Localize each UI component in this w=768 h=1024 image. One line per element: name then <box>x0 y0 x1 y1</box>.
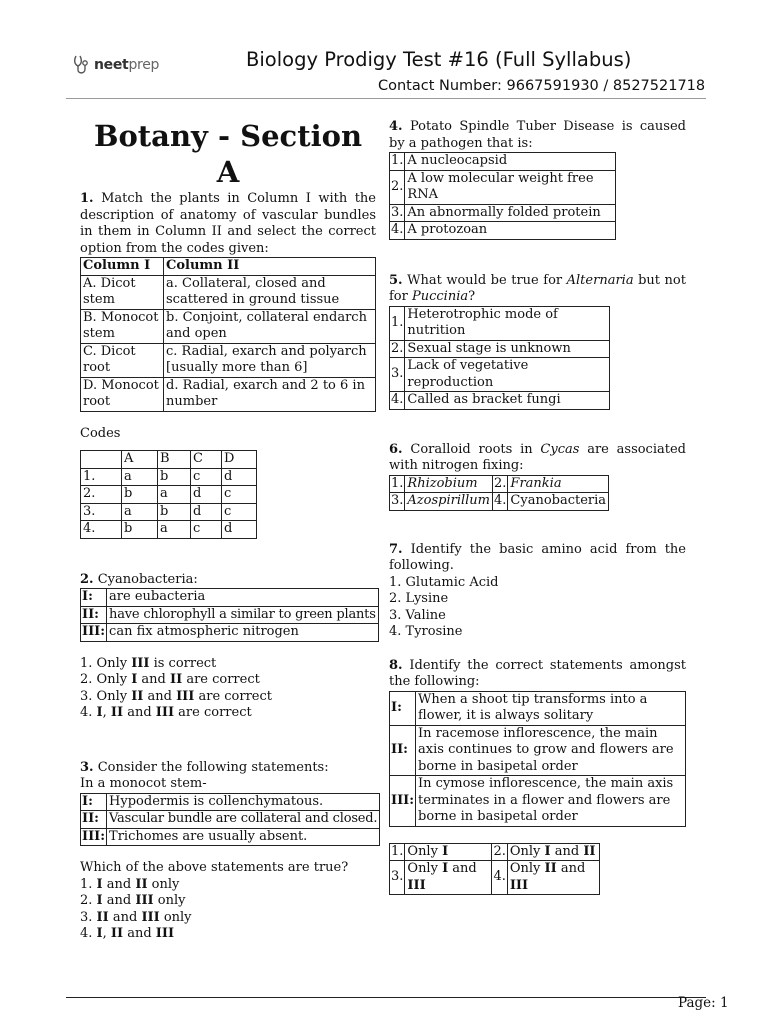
table-cell: 2. <box>390 170 405 204</box>
option-text: I <box>96 926 103 941</box>
table-cell: d <box>222 468 257 486</box>
codes-label: Codes <box>80 425 121 441</box>
table-cell: 4. <box>391 392 404 407</box>
table-cell: A protozoan <box>405 222 616 240</box>
section-title: Botany - Section A <box>93 119 363 189</box>
question-4-number: 4. <box>389 119 403 134</box>
question-8-text <box>389 658 686 691</box>
table-row <box>81 309 376 343</box>
table-row <box>81 624 379 642</box>
table-cell: 2. <box>391 340 404 356</box>
table-cell: D. Monocot root <box>81 377 164 411</box>
table-cell: d <box>191 486 222 504</box>
option-text: , <box>102 926 111 941</box>
table-row <box>390 170 616 204</box>
table-cell: c <box>222 486 257 504</box>
option-text: is correct <box>149 655 217 671</box>
option-text: only <box>147 876 180 892</box>
option-text: I <box>544 843 551 859</box>
table-cell: c <box>191 468 222 486</box>
table-row <box>390 843 600 861</box>
table-row <box>390 340 610 358</box>
contact-number: Contact Number: 9667591930 / 8527521718 <box>378 78 706 94</box>
table-cell: Sexual stage is unknown <box>405 340 610 358</box>
option-text: III <box>135 893 154 908</box>
table-row <box>390 776 686 827</box>
left-column <box>80 118 376 943</box>
question-3-subtext: In a monocot stem- <box>80 776 207 791</box>
table-row <box>81 486 257 504</box>
option-text: III <box>141 909 160 925</box>
table-cell: Cyanobacteria <box>508 493 609 511</box>
table-cell: 2. <box>494 475 507 491</box>
option-4 <box>80 926 376 943</box>
table-cell: 3. <box>390 358 405 392</box>
question-7-stem: Identify the basic amino acid from the following. <box>389 541 686 573</box>
option-text: 4. <box>80 926 97 941</box>
option-text: only <box>159 909 192 925</box>
option-text: and <box>102 893 136 908</box>
table-cell: II: <box>390 725 416 776</box>
question-3-text <box>80 760 376 777</box>
option-text: III <box>509 877 529 893</box>
option-text: I <box>96 876 103 892</box>
table-cell: 3. <box>391 204 404 220</box>
table-cell: In racemose inflorescence, the main axis continues to grow and flowers are borne in basipetal order <box>416 725 686 776</box>
option-text: and <box>448 861 477 876</box>
table-cell <box>81 451 122 469</box>
question-8-stem: Identify the correct statements amongst the following: <box>389 657 686 689</box>
table-cell: A <box>122 451 158 469</box>
question-5-stem: ? <box>468 289 476 304</box>
options-table <box>389 475 609 511</box>
options-table <box>389 152 616 240</box>
question-6-stem: Coralloid roots in <box>410 441 541 457</box>
column-2-header: Column II <box>164 258 376 276</box>
option-text: II <box>135 876 148 892</box>
table-cell: D <box>222 451 257 469</box>
question-1-stem: Match the plants in Column I with the description of anatomy of vascular bundles in them in Column II and select the correct option from the codes given: <box>80 191 376 256</box>
question-1-number: 1. <box>80 191 94 206</box>
table-cell: d <box>222 521 257 539</box>
options-table <box>389 306 610 410</box>
table-cell: Trichomes are usually absent. <box>107 828 380 846</box>
option-text: and <box>123 926 156 941</box>
question-6-stem: are associated with nitrogen fixing: <box>389 441 686 473</box>
table-cell: I: <box>81 589 107 607</box>
statements-table <box>80 793 380 847</box>
option-4: 4. Tyrosine <box>389 624 463 639</box>
question-3-options <box>80 877 376 943</box>
table-row <box>390 493 609 511</box>
option-2 <box>80 893 376 910</box>
table-cell <box>507 861 599 895</box>
page-number: Page: 1 <box>678 995 729 1011</box>
question-5-stem: but not for <box>389 272 686 304</box>
option-text: 3. Only <box>80 688 132 704</box>
table-row <box>81 343 376 377</box>
table-row <box>81 521 257 539</box>
table-cell: Azospirillum <box>405 493 493 511</box>
question-3-stem: Consider the following statements: <box>97 759 329 775</box>
table-cell: can fix atmospheric nitrogen <box>107 624 379 642</box>
table-row <box>81 275 376 309</box>
option-text: only <box>153 893 186 908</box>
option-text: and <box>143 688 177 704</box>
table-row <box>390 306 610 340</box>
option-text: and <box>102 876 136 892</box>
option-text: and <box>556 861 586 876</box>
option-text: Only <box>407 861 443 876</box>
option-text: and <box>137 672 171 687</box>
table-cell: 3. <box>390 861 405 895</box>
table-cell: Lack of vegetative reproduction <box>405 358 610 392</box>
option-3: 3. Valine <box>389 607 446 623</box>
footer-divider <box>66 997 706 998</box>
table-cell: are eubacteria <box>107 589 379 607</box>
question-2-stem: Cyanobacteria: <box>97 571 198 587</box>
option-text: III <box>155 926 175 941</box>
option-text: and <box>108 909 142 925</box>
option-text: are correct <box>174 705 252 720</box>
table-cell: a <box>122 503 158 521</box>
question-2-text <box>80 572 376 589</box>
table-row <box>390 861 600 895</box>
table-cell: C. Dicot root <box>81 343 164 377</box>
option-text: II <box>583 843 596 859</box>
table-cell: Rhizobium <box>405 475 493 493</box>
table-cell: b <box>158 468 191 486</box>
options-table <box>389 843 600 896</box>
codes-table <box>80 450 257 539</box>
table-cell: c. Radial, exarch and polyarch [usually more than 6] <box>164 343 376 377</box>
option-1 <box>80 656 376 673</box>
table-cell: I: <box>81 793 107 811</box>
option-text: I <box>442 861 449 876</box>
option-text: II <box>110 705 124 720</box>
table-row <box>81 606 379 624</box>
table-cell: 1. <box>391 153 404 168</box>
table-cell: 3. <box>81 503 122 521</box>
table-cell: 1. <box>81 468 122 486</box>
table-row <box>390 204 616 222</box>
table-cell: In cymose inflorescence, the main axis terminates in a flower and flowers are borne in basipetal order <box>416 776 686 827</box>
question-5-stem: Puccinia <box>412 289 469 304</box>
table-cell: III: <box>390 776 416 827</box>
option-text: and <box>123 705 156 720</box>
option-1: 1. Glutamic Acid <box>389 574 499 590</box>
neetprep-logo <box>72 54 159 76</box>
table-cell: A nucleocapsid <box>405 153 616 171</box>
option-text: II <box>110 926 124 941</box>
match-table <box>80 257 376 412</box>
page-header <box>0 0 768 100</box>
option-text: I <box>442 843 449 859</box>
table-cell: B <box>158 451 191 469</box>
table-cell: 1. <box>390 306 405 340</box>
header-divider <box>66 98 706 99</box>
option-text: I <box>96 705 103 720</box>
option-text: III <box>176 688 195 704</box>
table-cell: c <box>191 521 222 539</box>
question-3-prompt: Which of the above statements are true? <box>80 860 349 875</box>
question-7-options <box>389 575 686 641</box>
table-cell: When a shoot tip transforms into a flower, it is always solitary <box>416 691 686 725</box>
option-text: Only <box>509 843 545 859</box>
table-cell: A. Dicot stem <box>81 275 164 309</box>
option-text: are correct <box>194 688 273 704</box>
table-row <box>390 691 686 725</box>
test-title: Biology Prodigy Test #16 (Full Syllabus) <box>246 48 632 71</box>
table-row <box>390 358 610 392</box>
table-row <box>81 811 380 829</box>
table-row <box>81 377 376 411</box>
table-cell: b <box>122 486 158 504</box>
table-cell: II: <box>81 811 107 829</box>
question-5-stem: Alternaria <box>566 272 634 288</box>
table-cell: A low molecular weight free RNA <box>405 170 616 204</box>
table-row <box>81 503 257 521</box>
option-text: III <box>155 705 175 720</box>
question-5-stem: What would be true for <box>407 272 567 288</box>
table-row <box>390 725 686 776</box>
option-text: and <box>550 843 584 859</box>
table-cell <box>405 843 492 861</box>
option-text: Only <box>509 861 545 876</box>
option-text: 1. <box>80 876 97 892</box>
table-row <box>390 153 616 171</box>
question-2-options <box>80 656 376 722</box>
table-cell: 4. <box>81 521 122 539</box>
table-cell: C <box>191 451 222 469</box>
table-row <box>390 222 616 240</box>
stethoscope-icon <box>72 54 92 76</box>
table-cell: Called as bracket fungi <box>405 392 610 410</box>
table-cell <box>405 861 492 895</box>
statements-table <box>389 691 686 827</box>
table-cell: have chlorophyll a similar to green plants <box>107 606 379 624</box>
table-row <box>390 475 609 493</box>
option-3 <box>80 910 376 927</box>
option-text: III <box>407 877 426 893</box>
option-2: 2. Lysine <box>389 591 449 606</box>
option-text: II <box>96 909 109 925</box>
logo-main: neet <box>94 56 129 73</box>
table-row <box>81 793 380 811</box>
question-4-text <box>389 119 686 152</box>
table-cell: Heterotrophic mode of nutrition <box>405 306 610 340</box>
option-text: 3. <box>80 909 97 925</box>
option-1 <box>80 877 376 894</box>
table-cell: 1. <box>391 843 404 859</box>
statements-table <box>80 588 379 642</box>
table-cell: Frankia <box>508 475 609 493</box>
column-1-header: Column I <box>81 258 164 276</box>
table-cell: 3. <box>391 493 404 508</box>
table-cell: a <box>158 521 191 539</box>
table-cell: III: <box>82 624 106 639</box>
question-2-number: 2. <box>80 571 94 587</box>
table-cell: 4. <box>492 861 507 895</box>
table-row <box>81 451 257 469</box>
table-cell: 4. <box>494 493 507 508</box>
option-text: Only <box>407 843 443 859</box>
option-text: 4. <box>80 705 97 720</box>
table-cell: 2. <box>81 486 122 504</box>
question-6-text <box>389 442 686 475</box>
table-cell: I: <box>390 691 416 725</box>
option-3 <box>80 689 376 706</box>
table-row <box>390 392 610 410</box>
table-row <box>81 468 257 486</box>
option-text: are correct <box>182 672 260 687</box>
table-cell: II: <box>81 606 107 624</box>
option-text: II <box>170 672 183 687</box>
option-text: 1. Only <box>80 655 132 671</box>
question-3-number: 3. <box>80 759 94 775</box>
question-5-text <box>389 273 686 306</box>
option-2 <box>80 672 376 689</box>
table-cell: Vascular bundle are collateral and closed. <box>107 811 380 829</box>
table-cell: a <box>122 468 158 486</box>
table-cell: An abnormally folded protein <box>405 204 616 222</box>
option-text: , <box>102 705 111 720</box>
table-cell: 4. <box>391 222 404 237</box>
table-cell <box>507 843 599 861</box>
table-cell: 2. <box>493 843 506 859</box>
table-cell: 1. <box>391 475 404 491</box>
question-6-number: 6. <box>389 441 403 457</box>
option-4 <box>80 705 376 722</box>
table-cell: a <box>158 486 191 504</box>
table-cell: b. Conjoint, collateral endarch and open <box>164 309 376 343</box>
option-text: I <box>96 893 103 908</box>
option-text: I <box>131 672 138 687</box>
question-8-number: 8. <box>389 657 403 673</box>
table-cell: B. Monocot stem <box>81 309 164 343</box>
question-7-number: 7. <box>389 541 403 557</box>
table-cell: b <box>158 503 191 521</box>
question-5-number: 5. <box>389 272 403 288</box>
right-column <box>389 119 686 895</box>
question-6-stem: Cycas <box>540 441 580 457</box>
question-4-stem: Potato Spindle Tuber Disease is caused by a pathogen that is: <box>389 119 686 151</box>
question-7-text <box>389 542 686 575</box>
option-text: II <box>131 688 144 704</box>
table-cell: Hypodermis is collenchymatous. <box>107 793 380 811</box>
table-cell: d. Radial, exarch and 2 to 6 in number <box>164 377 376 411</box>
option-text: III <box>131 655 150 671</box>
option-text: 2. <box>80 893 97 908</box>
table-cell: d <box>191 503 222 521</box>
logo-sub: prep <box>128 56 160 73</box>
table-cell: c <box>222 503 257 521</box>
table-cell: a. Collateral, closed and scattered in ground tissue <box>164 275 376 309</box>
option-text: 2. Only <box>80 672 132 687</box>
option-text: II <box>544 861 557 876</box>
table-cell: b <box>122 521 158 539</box>
table-row <box>81 828 380 846</box>
table-row <box>81 589 379 607</box>
question-1-text <box>80 191 376 257</box>
table-cell: III: <box>82 828 106 844</box>
